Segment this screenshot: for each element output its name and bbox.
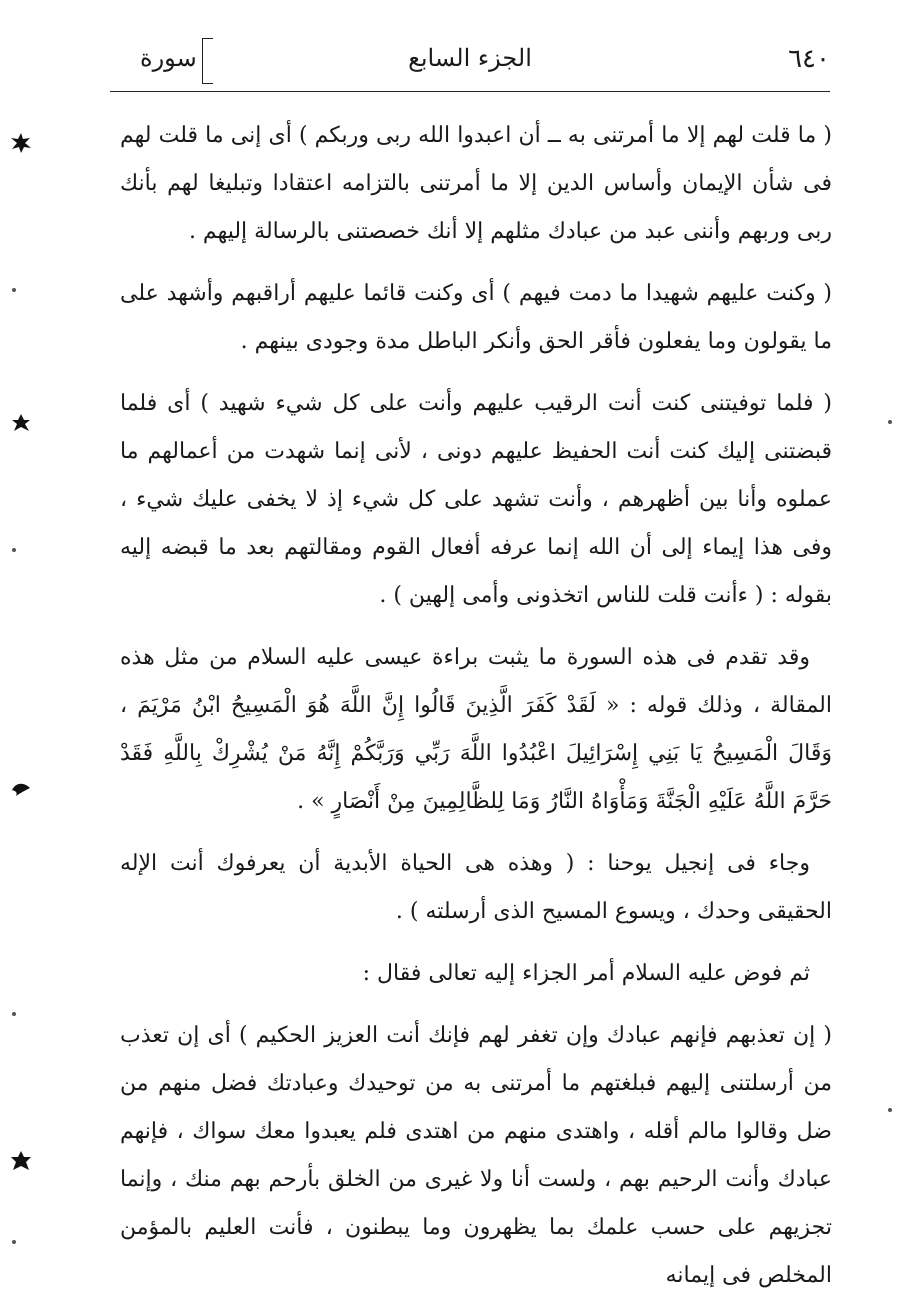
paragraph-6: ثم فوض عليه السلام أمر الجزاء إليه تعالى فقال :	[362, 961, 810, 986]
margin-blot-icon	[10, 412, 32, 434]
margin-speck	[888, 420, 892, 424]
paragraph-4: وقد تقدم فى هذه السورة ما يثبت براءة عيسى عليه السلام من مثل هذه المقالة ، وذلك قوله : « لَقَدْ كَفَرَ الَّذِينَ قَالُوا إِنَّ اللَّهَ هُوَ الْمَسِيحُ ابْنُ مَرْيَمَ ، وَقَالَ الْمَسِيحُ يَا بَنِي إِسْرَائِيلَ اعْبُدُوا اللَّهَ رَبِّي وَرَبَّكُمْ إِنَّهُ مَنْ يُشْرِكْ بِاللَّهِ فَقَدْ حَرَّمَ اللَّهُ عَلَيْهِ الْجَنَّةَ وَمَأْوَاهُ النَّارُ وَمَا لِلظَّالِمِينَ مِنْ أَنْصَارٍ » .	[120, 645, 832, 814]
paragraph-3: ( فلما توفيتنى كنت أنت الرقيب عليهم وأنت على كل شيء شهيد ) أى فلما قبضتنى إليك كنت أنت الحفيظ عليهم دونى ، لأنى إنما شهدت من أعمالهم ما عملوه وأنا بين أظهرهم ، وأنت تشهد على كل شيء إذ لا يخفى عليك شيء ، وفى هذا إيماء إلى أن الله إنما عرفه أفعال القوم ومقالتهم بعد ما قبضه إليه بقوله : ( ءأنت قلت للناس اتخذونى وأمى إلهين ) .	[120, 391, 832, 608]
paragraph-7: ( إن تعذبهم فإنهم عبادك وإن تغفر لهم فإنك أنت العزيز الحكيم ) أى إن تعذب من أرسلتنى إليهم فبلغتهم ما أمرتنى به من توحيدك وعبادتك فضل منهم من ضل وقالوا مالم أقله ، واهتدى منهم من اهتدى فلم يعبدوا معك سواك ، فإنهم عبادك وأنت الرحيم بهم ، ولست أنا ولا غيرى من الخلق بأرحم بهم منك ، وإنما تجزيهم على حسب علمك بما يظهرون وما يبطنون ، فأنت العليم بالمؤمن المخلص فى إيمانه	[120, 1023, 832, 1288]
margin-speck	[12, 1012, 16, 1016]
header-rule	[110, 91, 830, 92]
paragraph-1: ( ما قلت لهم إلا ما أمرتنى به ــ أن اعبدوا الله ربى وربكم ) أى إنى ما قلت لهم فى شأن الإيمان وأساس الدين إلا ما أمرتنى بالتزامه اعتقادا وتبليغا لهم بأنك ربى وربهم وأننى عبد من عبادك مثلهم إلا أنك خصصتنى بالرسالة إليهم .	[120, 123, 832, 244]
margin-speck	[12, 288, 16, 292]
margin-blot-icon	[10, 1150, 32, 1172]
margin-blot-icon	[10, 778, 32, 800]
margin-speck	[12, 548, 16, 552]
margin-blot-icon	[10, 132, 32, 154]
margin-speck	[888, 1108, 892, 1112]
page-header	[110, 36, 830, 92]
page-number: ٦٤٠	[788, 44, 830, 74]
margin-speck	[12, 1240, 16, 1244]
paragraph-2: ( وكنت عليهم شهيدا ما دمت فيهم ) أى وكنت قائما عليهم أراقبهم وأشهد على ما يقولون وما يفعلون فأقر الحق وأنكر الباطل مدة وجودى بينهم .	[120, 281, 832, 354]
text-body	[120, 112, 832, 1314]
part-title: الجزء السابع	[408, 44, 532, 72]
paragraph-5: وجاء فى إنجيل يوحنا : ( وهذه هى الحياة الأبدية أن يعرفوك أنت الإله الحقيقى وحدك ، ويسوع المسيح الذى أرسلته ) .	[120, 851, 832, 924]
surah-label: سورة	[140, 44, 197, 72]
